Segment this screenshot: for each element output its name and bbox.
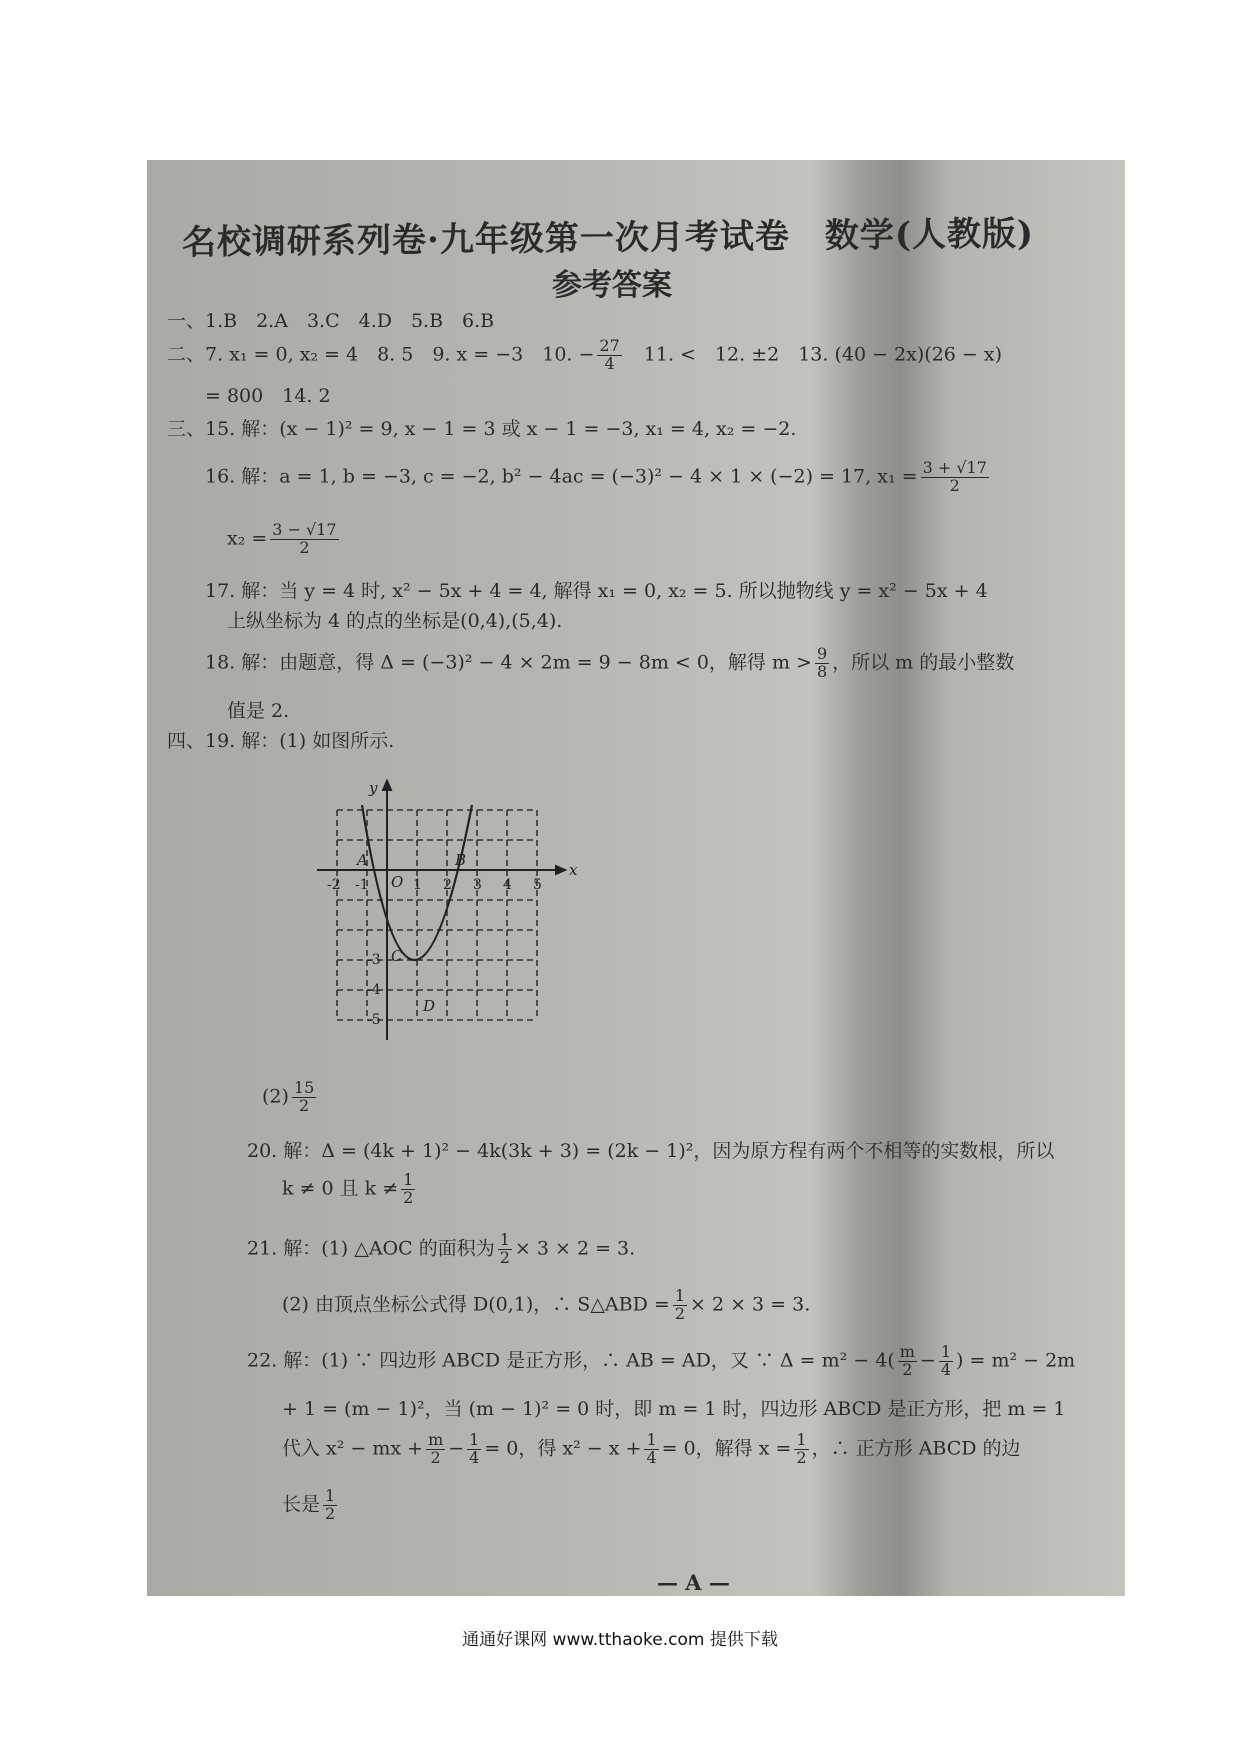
point-b-label: B: [455, 851, 467, 869]
answer-line-10: 值是 2.: [227, 700, 290, 722]
answer-line-14: [282, 1172, 418, 1207]
answer-line-19: [282, 1432, 1021, 1467]
answer-line-2: [167, 338, 1002, 373]
answer-line-12: [262, 1080, 319, 1115]
answer-line-15: [247, 1232, 635, 1267]
answer-line-11: 四、19. 解：(1) 如图所示.: [167, 730, 395, 752]
answer-line-18: + 1 = (m − 1)²，当 (m − 1)² = 0 时，即 m = 1 时，四边形 ABCD 是正方形，把 m = 1: [282, 1398, 1066, 1420]
download-source-footer: 通通好课网 www.tthaoke.com 提供下载: [462, 1630, 778, 1650]
answer-text: 11. < 12. ±2 13. (40 − 2x)(26 − x): [624, 343, 1002, 366]
sheet-title: 名校调研系列卷·九年级第一次月考试卷 数学(人教版): [181, 213, 1035, 263]
answer-text: 长是: [282, 1493, 321, 1516]
answer-text: (2): [262, 1085, 289, 1108]
answer-text: ，所以 m 的最小整数: [832, 651, 1015, 674]
fraction: $\frac{27}{4}$: [599, 336, 620, 373]
fraction: $\frac{1}{2}$: [499, 1230, 510, 1267]
answer-text: −: [448, 1437, 465, 1460]
answer-text: ，∴ 正方形 ABCD 的边: [811, 1437, 1021, 1460]
x-tick-label: 3: [473, 877, 482, 893]
answer-line-3: = 800 14. 2: [205, 385, 331, 407]
x-tick-label: 1: [413, 877, 422, 893]
answer-line-20: [282, 1488, 340, 1523]
fraction: $\frac{1}{2}$: [403, 1170, 414, 1207]
x-tick-label: 4: [503, 877, 512, 893]
answer-line-13: 20. 解：Δ = (4k + 1)² − 4k(3k + 3) = (2k − 1)²，因为原方程有两个不相等的实数根，所以: [247, 1140, 1055, 1162]
y-axis-label: y: [369, 779, 378, 797]
fraction: $\frac{3 + √17}{2}$: [922, 458, 987, 495]
answer-text: k ≠ 0 且 k ≠: [282, 1177, 399, 1200]
answer-text: × 3 × 2 = 3.: [514, 1237, 636, 1260]
fraction: $\frac{m}{2}$: [899, 1342, 915, 1379]
answer-text: 21. 解：(1) △AOC 的面积为: [247, 1237, 495, 1260]
fraction: $\frac{1}{2}$: [325, 1486, 336, 1523]
answer-text: 二、7. x₁ = 0, x₂ = 4 8. 5 9. x = −3 10. −: [167, 343, 595, 366]
answer-line-4: 三、15. 解：(x − 1)² = 9, x − 1 = 3 或 x − 1 = −3, x₁ = 4, x₂ = −2.: [167, 418, 797, 440]
page-mark: — A —: [657, 1570, 730, 1595]
sheet-subtitle: 参考答案: [552, 268, 672, 303]
fraction: $\frac{m}{2}$: [428, 1430, 444, 1467]
answer-line-5: [205, 460, 992, 495]
fraction: $\frac{1}{4}$: [940, 1342, 952, 1379]
y-tick-label: -5: [367, 1012, 381, 1028]
answer-line-16: [282, 1288, 810, 1323]
fraction: $\frac{1}{4}$: [646, 1430, 657, 1467]
x-tick-label: 2: [443, 877, 452, 893]
answer-line-1: 一、1.B 2.A 3.C 4.D 5.B 6.B: [167, 310, 495, 332]
parabola-graph: [307, 775, 607, 1060]
point-d-label: D: [423, 997, 436, 1015]
x-tick-label: -2: [327, 877, 341, 893]
fraction: $\frac{1}{2}$: [796, 1430, 807, 1467]
answer-text: x₂ =: [227, 527, 268, 550]
scanned-answer-sheet: [147, 160, 1125, 1596]
y-tick-label: -4: [367, 982, 381, 998]
fraction: $\frac{3 - √17}{2}$: [272, 520, 337, 557]
answer-text: −: [919, 1349, 936, 1372]
answer-text: = 0，得 x² − x +: [484, 1437, 642, 1460]
answer-text: × 2 × 3 = 3.: [690, 1293, 811, 1316]
x-tick-label: 5: [533, 877, 542, 893]
answer-text: 18. 解：由题意，得 Δ = (−3)² − 4 × 2m = 9 − 8m < 0，解得 m >: [205, 651, 812, 674]
x-tick-label: -1: [355, 877, 369, 893]
fraction: $\frac{15}{2}$: [293, 1078, 315, 1115]
answer-text: ) = m² − 2m: [956, 1349, 1076, 1372]
answer-text: 代入 x² − mx +: [282, 1437, 424, 1460]
answer-text: = 0，解得 x =: [661, 1437, 792, 1460]
fraction: $\frac{1}{2}$: [674, 1286, 685, 1323]
y-tick-label: -3: [367, 952, 381, 968]
answer-line-9: [205, 646, 1014, 681]
answer-line-17: [247, 1344, 1075, 1379]
origin-label: O: [391, 873, 404, 891]
answer-text: 16. 解：a = 1, b = −3, c = −2, b² − 4ac = (−3)² − 4 × 1 × (−2) = 17, x₁ =: [205, 465, 918, 488]
point-a-label: A: [357, 851, 368, 869]
answer-text: (2) 由顶点坐标公式得 D(0,1)，∴ S△ABD =: [282, 1293, 670, 1316]
x-axis-label: x: [569, 861, 578, 879]
point-c-label: C: [391, 947, 403, 965]
answer-line-6: [227, 522, 342, 557]
answer-line-7: 17. 解：当 y = 4 时, x² − 5x + 4 = 4, 解得 x₁ = 0, x₂ = 5. 所以抛物线 y = x² − 5x + 4: [205, 580, 988, 602]
answer-text: 22. 解：(1) ∵ 四边形 ABCD 是正方形，∴ AB = AD，又 ∵ Δ = m² − 4(: [247, 1349, 895, 1372]
fraction: $\frac{9}{8}$: [816, 644, 828, 681]
fraction: $\frac{1}{4}$: [469, 1430, 480, 1467]
answer-line-8: 上纵坐标为 4 的点的坐标是(0,4),(5,4).: [227, 610, 563, 632]
